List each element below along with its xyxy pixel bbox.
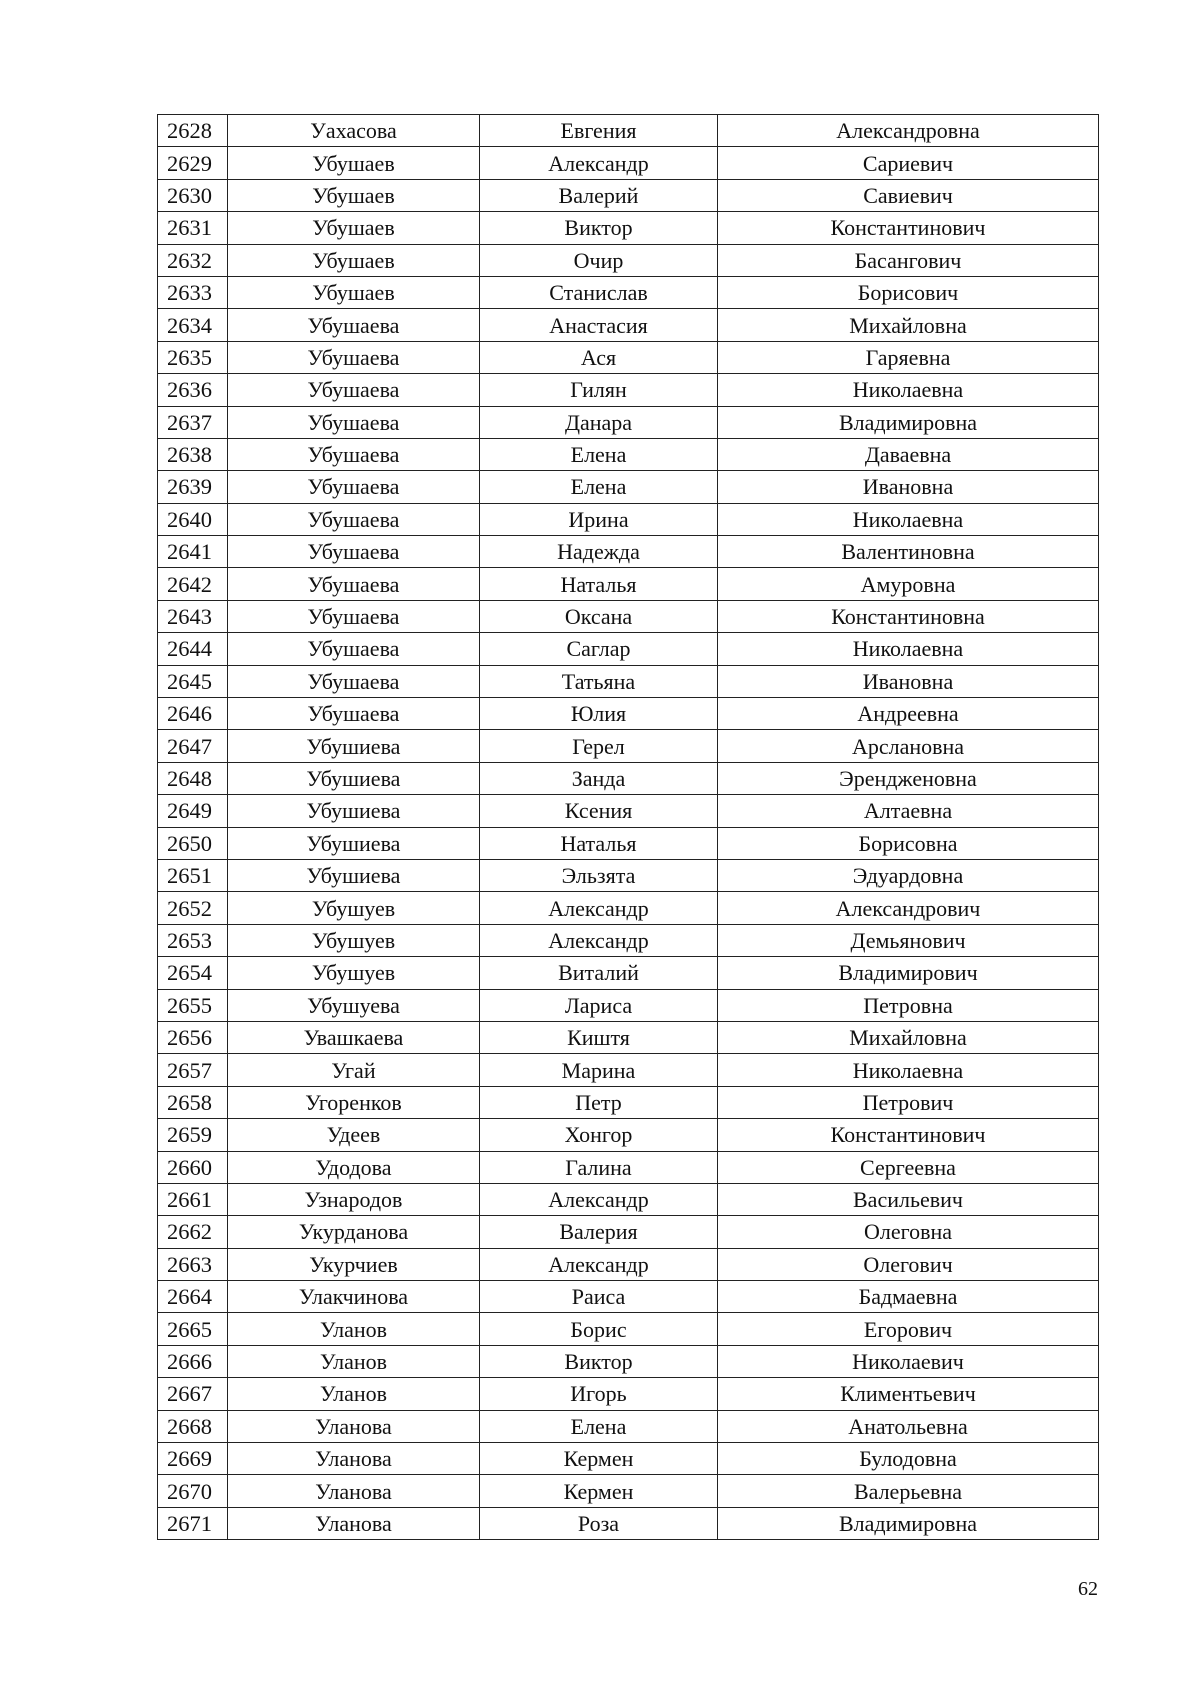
last-name-cell: Убушаева [228, 471, 480, 503]
first-name-cell: Александр [480, 147, 718, 179]
first-name-cell: Оксана [480, 600, 718, 632]
table-row [158, 859, 1099, 891]
patronymic-cell: Анатольевна [718, 1410, 1099, 1442]
table-row [158, 698, 1099, 730]
patronymic-cell: Владимирович [718, 957, 1099, 989]
last-name-cell: Уланов [228, 1345, 480, 1377]
table-row [158, 989, 1099, 1021]
last-name-cell: Укурчиев [228, 1248, 480, 1280]
table-row [158, 568, 1099, 600]
row-number-cell: 2639 [158, 471, 228, 503]
table-row [158, 1475, 1099, 1507]
patronymic-cell: Борисовна [718, 827, 1099, 859]
patronymic-cell: Ивановна [718, 665, 1099, 697]
last-name-cell: Убушаева [228, 536, 480, 568]
first-name-cell: Раиса [480, 1281, 718, 1313]
row-number-cell: 2666 [158, 1345, 228, 1377]
row-number-cell: 2641 [158, 536, 228, 568]
last-name-cell: Удеев [228, 1119, 480, 1151]
patronymic-cell: Владимировна [718, 406, 1099, 438]
patronymic-cell: Борисович [718, 276, 1099, 308]
table-row [158, 600, 1099, 632]
patronymic-cell: Сариевич [718, 147, 1099, 179]
row-number-cell: 2628 [158, 115, 228, 147]
row-number-cell: 2658 [158, 1086, 228, 1118]
row-number-cell: 2667 [158, 1378, 228, 1410]
last-name-cell: Убушуев [228, 924, 480, 956]
first-name-cell: Роза [480, 1507, 718, 1539]
first-name-cell: Надежда [480, 536, 718, 568]
first-name-cell: Валерия [480, 1216, 718, 1248]
first-name-cell: Юлия [480, 698, 718, 730]
table-row [158, 1281, 1099, 1313]
patronymic-cell: Климентьевич [718, 1378, 1099, 1410]
last-name-cell: Угай [228, 1054, 480, 1086]
last-name-cell: Угоренков [228, 1086, 480, 1118]
patronymic-cell: Алтаевна [718, 795, 1099, 827]
table-row [158, 1151, 1099, 1183]
table-row [158, 1086, 1099, 1118]
last-name-cell: Убушаев [228, 147, 480, 179]
first-name-cell: Анастасия [480, 309, 718, 341]
last-name-cell: Убушаева [228, 665, 480, 697]
first-name-cell: Елена [480, 471, 718, 503]
patronymic-cell: Петрович [718, 1086, 1099, 1118]
first-name-cell: Марина [480, 1054, 718, 1086]
row-number-cell: 2645 [158, 665, 228, 697]
row-number-cell: 2636 [158, 374, 228, 406]
last-name-cell: Убушуев [228, 892, 480, 924]
first-name-cell: Ася [480, 341, 718, 373]
table-row [158, 665, 1099, 697]
patronymic-cell: Петровна [718, 989, 1099, 1021]
last-name-cell: Удодова [228, 1151, 480, 1183]
row-number-cell: 2649 [158, 795, 228, 827]
table-row [158, 309, 1099, 341]
table-row [158, 892, 1099, 924]
first-name-cell: Кермен [480, 1475, 718, 1507]
first-name-cell: Татьяна [480, 665, 718, 697]
table-row [158, 212, 1099, 244]
row-number-cell: 2633 [158, 276, 228, 308]
last-name-cell: Убушаева [228, 406, 480, 438]
last-name-cell: Убушаев [228, 244, 480, 276]
table-row [158, 957, 1099, 989]
row-number-cell: 2644 [158, 633, 228, 665]
row-number-cell: 2650 [158, 827, 228, 859]
patronymic-cell: Владимировна [718, 1507, 1099, 1539]
patronymic-cell: Даваевна [718, 438, 1099, 470]
row-number-cell: 2662 [158, 1216, 228, 1248]
table-row [158, 633, 1099, 665]
last-name-cell: Убушаева [228, 698, 480, 730]
row-number-cell: 2643 [158, 600, 228, 632]
first-name-cell: Саглар [480, 633, 718, 665]
last-name-cell: Убушиева [228, 827, 480, 859]
row-number-cell: 2648 [158, 762, 228, 794]
names-table-body [158, 115, 1099, 1540]
table-row [158, 276, 1099, 308]
last-name-cell: Убушиева [228, 762, 480, 794]
row-number-cell: 2654 [158, 957, 228, 989]
table-row [158, 924, 1099, 956]
page-number: 62 [1078, 1578, 1098, 1600]
patronymic-cell: Николаевна [718, 374, 1099, 406]
row-number-cell: 2671 [158, 1507, 228, 1539]
row-number-cell: 2635 [158, 341, 228, 373]
patronymic-cell: Савиевич [718, 179, 1099, 211]
table-row [158, 341, 1099, 373]
row-number-cell: 2651 [158, 859, 228, 891]
row-number-cell: 2632 [158, 244, 228, 276]
last-name-cell: Убушуева [228, 989, 480, 1021]
last-name-cell: Убушиева [228, 859, 480, 891]
last-name-cell: Увашкаева [228, 1021, 480, 1053]
patronymic-cell: Михайловна [718, 309, 1099, 341]
first-name-cell: Борис [480, 1313, 718, 1345]
last-name-cell: Убушаева [228, 438, 480, 470]
patronymic-cell: Васильевич [718, 1183, 1099, 1215]
table-row [158, 115, 1099, 147]
row-number-cell: 2637 [158, 406, 228, 438]
patronymic-cell: Гаряевна [718, 341, 1099, 373]
table-row [158, 730, 1099, 762]
table-row [158, 1216, 1099, 1248]
row-number-cell: 2638 [158, 438, 228, 470]
row-number-cell: 2631 [158, 212, 228, 244]
row-number-cell: 2665 [158, 1313, 228, 1345]
first-name-cell: Александр [480, 1183, 718, 1215]
last-name-cell: Убушаев [228, 179, 480, 211]
first-name-cell: Хонгор [480, 1119, 718, 1151]
first-name-cell: Александр [480, 1248, 718, 1280]
row-number-cell: 2653 [158, 924, 228, 956]
patronymic-cell: Николаевич [718, 1345, 1099, 1377]
row-number-cell: 2659 [158, 1119, 228, 1151]
first-name-cell: Кермен [480, 1443, 718, 1475]
first-name-cell: Елена [480, 438, 718, 470]
table-row [158, 1119, 1099, 1151]
first-name-cell: Герел [480, 730, 718, 762]
row-number-cell: 2652 [158, 892, 228, 924]
table-row [158, 1054, 1099, 1086]
first-name-cell: Наталья [480, 568, 718, 600]
table-row [158, 827, 1099, 859]
first-name-cell: Виталий [480, 957, 718, 989]
row-number-cell: 2629 [158, 147, 228, 179]
last-name-cell: Уланова [228, 1475, 480, 1507]
row-number-cell: 2668 [158, 1410, 228, 1442]
first-name-cell: Галина [480, 1151, 718, 1183]
patronymic-cell: Эрендженовна [718, 762, 1099, 794]
first-name-cell: Виктор [480, 1345, 718, 1377]
last-name-cell: Убушаева [228, 309, 480, 341]
table-row [158, 1313, 1099, 1345]
last-name-cell: Уланова [228, 1443, 480, 1475]
patronymic-cell: Константинович [718, 1119, 1099, 1151]
table-row [158, 1345, 1099, 1377]
first-name-cell: Евгения [480, 115, 718, 147]
first-name-cell: Занда [480, 762, 718, 794]
first-name-cell: Гилян [480, 374, 718, 406]
patronymic-cell: Александровна [718, 115, 1099, 147]
table-row [158, 1021, 1099, 1053]
table-row [158, 1248, 1099, 1280]
row-number-cell: 2634 [158, 309, 228, 341]
patronymic-cell: Александрович [718, 892, 1099, 924]
table-row [158, 147, 1099, 179]
last-name-cell: Убушуев [228, 957, 480, 989]
first-name-cell: Очир [480, 244, 718, 276]
last-name-cell: Уланов [228, 1313, 480, 1345]
first-name-cell: Наталья [480, 827, 718, 859]
table-row [158, 795, 1099, 827]
last-name-cell: Уланова [228, 1410, 480, 1442]
table-row [158, 438, 1099, 470]
row-number-cell: 2664 [158, 1281, 228, 1313]
last-name-cell: Узнародов [228, 1183, 480, 1215]
table-row [158, 762, 1099, 794]
table-row [158, 503, 1099, 535]
patronymic-cell: Егорович [718, 1313, 1099, 1345]
last-name-cell: Убушаева [228, 600, 480, 632]
last-name-cell: Убушаева [228, 341, 480, 373]
patronymic-cell: Михайловна [718, 1021, 1099, 1053]
last-name-cell: Укурданова [228, 1216, 480, 1248]
last-name-cell: Уахасова [228, 115, 480, 147]
last-name-cell: Уланова [228, 1507, 480, 1539]
patronymic-cell: Ивановна [718, 471, 1099, 503]
table-row [158, 1378, 1099, 1410]
row-number-cell: 2655 [158, 989, 228, 1021]
last-name-cell: Убушаева [228, 633, 480, 665]
patronymic-cell: Олеговна [718, 1216, 1099, 1248]
first-name-cell: Александр [480, 924, 718, 956]
patronymic-cell: Арслановна [718, 730, 1099, 762]
first-name-cell: Киштя [480, 1021, 718, 1053]
first-name-cell: Эльзята [480, 859, 718, 891]
last-name-cell: Уланов [228, 1378, 480, 1410]
first-name-cell: Данара [480, 406, 718, 438]
patronymic-cell: Амуровна [718, 568, 1099, 600]
row-number-cell: 2656 [158, 1021, 228, 1053]
table-row [158, 179, 1099, 211]
last-name-cell: Улакчинова [228, 1281, 480, 1313]
row-number-cell: 2647 [158, 730, 228, 762]
first-name-cell: Александр [480, 892, 718, 924]
patronymic-cell: Николаевна [718, 503, 1099, 535]
table-row [158, 1507, 1099, 1539]
last-name-cell: Убушаева [228, 503, 480, 535]
patronymic-cell: Бадмаевна [718, 1281, 1099, 1313]
last-name-cell: Убушиева [228, 730, 480, 762]
row-number-cell: 2646 [158, 698, 228, 730]
patronymic-cell: Булодовна [718, 1443, 1099, 1475]
first-name-cell: Виктор [480, 212, 718, 244]
first-name-cell: Ирина [480, 503, 718, 535]
row-number-cell: 2669 [158, 1443, 228, 1475]
patronymic-cell: Андреевна [718, 698, 1099, 730]
row-number-cell: 2657 [158, 1054, 228, 1086]
patronymic-cell: Басангович [718, 244, 1099, 276]
last-name-cell: Убушиева [228, 795, 480, 827]
table-row [158, 1183, 1099, 1215]
row-number-cell: 2663 [158, 1248, 228, 1280]
patronymic-cell: Константинович [718, 212, 1099, 244]
table-row [158, 374, 1099, 406]
table-row [158, 1443, 1099, 1475]
last-name-cell: Убушаева [228, 568, 480, 600]
names-table [157, 114, 1099, 1540]
patronymic-cell: Олегович [718, 1248, 1099, 1280]
patronymic-cell: Валентиновна [718, 536, 1099, 568]
patronymic-cell: Валерьевна [718, 1475, 1099, 1507]
patronymic-cell: Демьянович [718, 924, 1099, 956]
first-name-cell: Петр [480, 1086, 718, 1118]
row-number-cell: 2661 [158, 1183, 228, 1215]
row-number-cell: 2642 [158, 568, 228, 600]
last-name-cell: Убушаев [228, 276, 480, 308]
table-row [158, 244, 1099, 276]
table-row [158, 536, 1099, 568]
patronymic-cell: Сергеевна [718, 1151, 1099, 1183]
last-name-cell: Убушаева [228, 374, 480, 406]
first-name-cell: Валерий [480, 179, 718, 211]
patronymic-cell: Николаевна [718, 633, 1099, 665]
first-name-cell: Ксения [480, 795, 718, 827]
row-number-cell: 2630 [158, 179, 228, 211]
patronymic-cell: Эдуардовна [718, 859, 1099, 891]
first-name-cell: Игорь [480, 1378, 718, 1410]
patronymic-cell: Константиновна [718, 600, 1099, 632]
row-number-cell: 2670 [158, 1475, 228, 1507]
last-name-cell: Убушаев [228, 212, 480, 244]
row-number-cell: 2640 [158, 503, 228, 535]
patronymic-cell: Николаевна [718, 1054, 1099, 1086]
table-row [158, 471, 1099, 503]
row-number-cell: 2660 [158, 1151, 228, 1183]
first-name-cell: Елена [480, 1410, 718, 1442]
first-name-cell: Станислав [480, 276, 718, 308]
table-row [158, 406, 1099, 438]
first-name-cell: Лариса [480, 989, 718, 1021]
table-row [158, 1410, 1099, 1442]
